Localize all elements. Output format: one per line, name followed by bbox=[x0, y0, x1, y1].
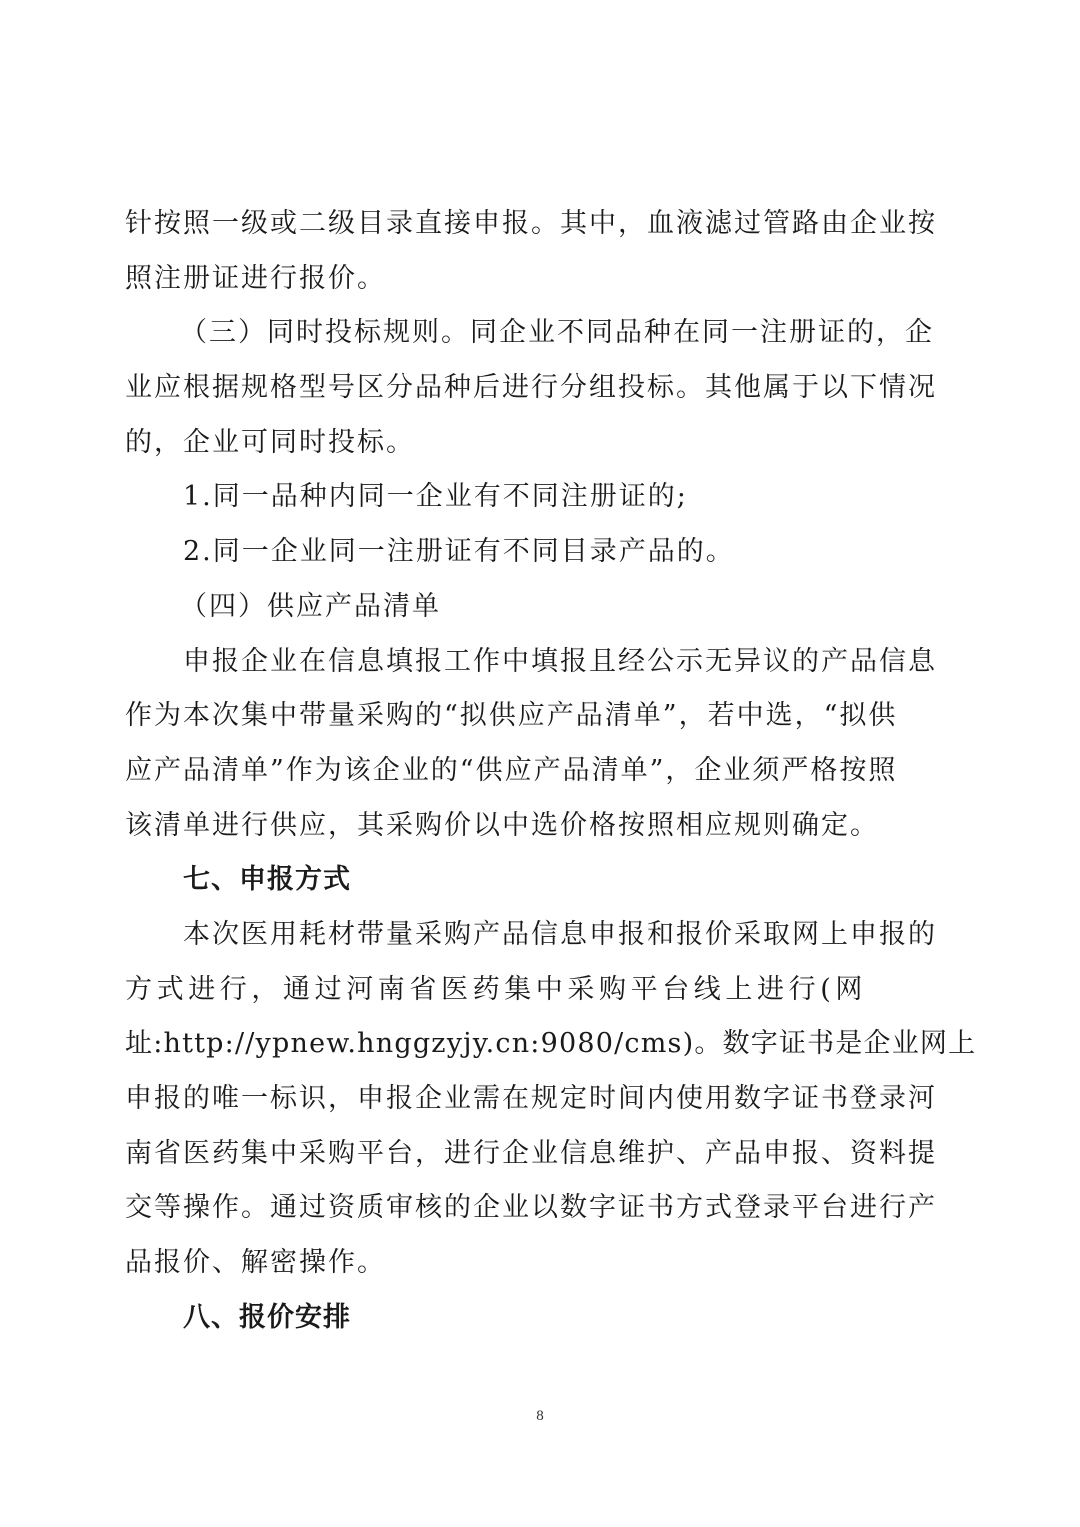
paragraph-line: 作为本次集中带量采购的“拟供应产品清单”，若中选，“拟供 bbox=[125, 700, 898, 732]
paragraph-line: 方式进行，通过河南省医药集中采购平台线上进行(网 bbox=[125, 973, 867, 1005]
paragraph-line: 品报价、解密操作。 bbox=[125, 1247, 386, 1279]
paragraph-line: 申报的唯一标识，申报企业需在规定时间内使用数字证书登录河 bbox=[125, 1083, 937, 1114]
list-item: 2.同一企业同一注册证有不同目录产品的。 bbox=[183, 536, 735, 568]
paragraph-line: 申报企业在信息填报工作中填报且经公示无异议的产品信息 bbox=[183, 645, 937, 677]
paragraph-line: 该清单进行供应，其采购价以中选价格按照相应规则确定。 bbox=[125, 809, 879, 841]
paragraph-line-url: 址:http://ypnew.hnggzyjy.cn:9080/cms)。数字证书是企业网上 bbox=[125, 1028, 977, 1060]
paragraph-line: 的，企业可同时投标。 bbox=[125, 426, 415, 458]
list-item: 1.同一品种内同一企业有不同注册证的; bbox=[183, 481, 688, 513]
section-3-heading-line: （三）同时投标规则。同企业不同品种在同一注册证的，企 bbox=[180, 317, 934, 349]
paragraph-line: 应产品清单”作为该企业的“供应产品清单”，企业须严格按照 bbox=[125, 754, 898, 786]
paragraph-line: 本次医用耗材带量采购产品信息申报和报价采取网上申报的 bbox=[183, 918, 937, 950]
paragraph-line: 交等操作。通过资质审核的企业以数字证书方式登录平台进行产 bbox=[125, 1192, 937, 1224]
document-body bbox=[125, 197, 977, 1345]
paragraph-line: 照注册证进行报价。 bbox=[125, 262, 386, 294]
section-8-heading: 八、报价安排 bbox=[183, 1301, 351, 1333]
section-7-heading: 七、申报方式 bbox=[183, 864, 351, 896]
paragraph-line: 针按照一级或二级目录直接申报。其中，血液滤过管路由企业按 bbox=[125, 208, 937, 239]
paragraph-line: 南省医药集中采购平台，进行企业信息维护、产品申报、资料提 bbox=[125, 1137, 937, 1169]
page-number: 8 bbox=[536, 1408, 544, 1424]
paragraph-line: 业应根据规格型号区分品种后进行分组投标。其他属于以下情况 bbox=[125, 372, 937, 404]
section-4-title: （四）供应产品清单 bbox=[180, 590, 441, 622]
